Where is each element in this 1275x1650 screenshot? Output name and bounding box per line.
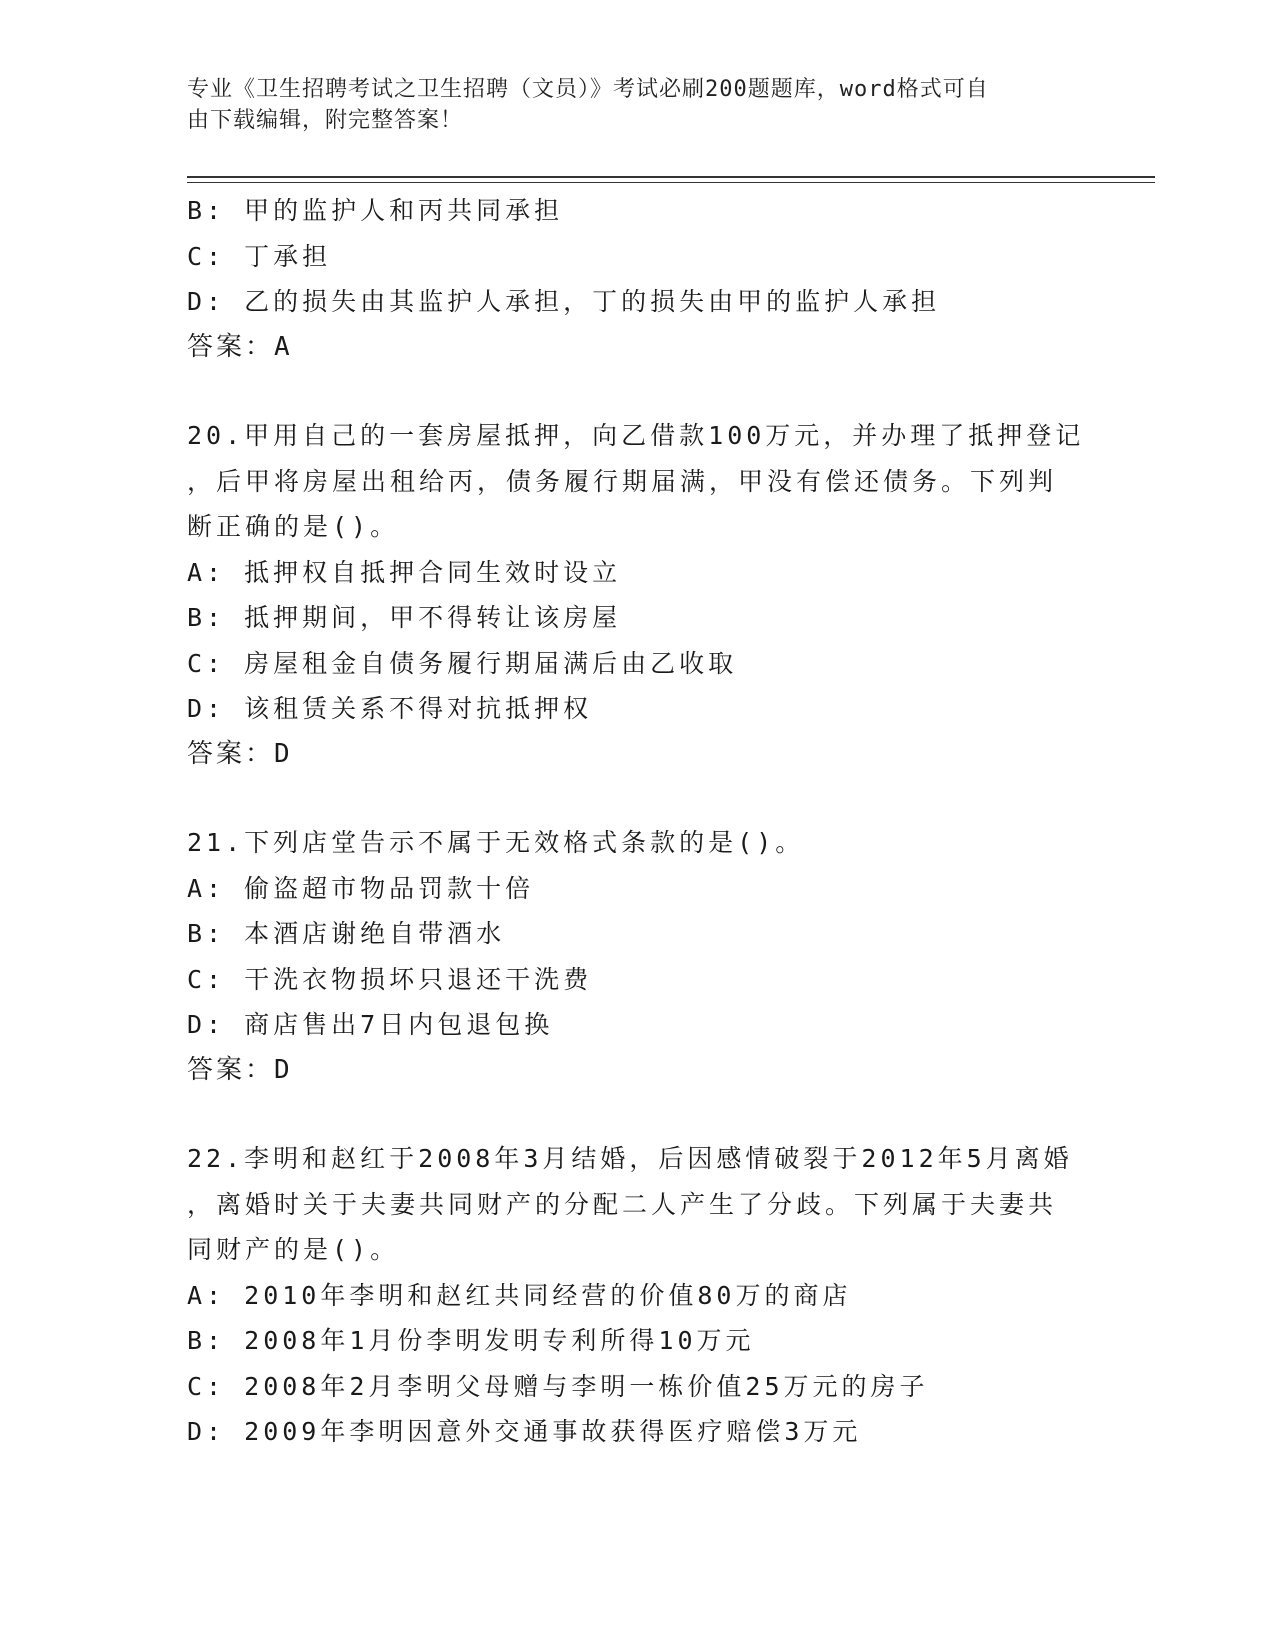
option-b: B: 甲的监护人和丙共同承担 [187,196,564,225]
question-list [187,188,1087,1455]
option-b: B: 抵押期间，甲不得转让该房屋 [187,603,622,632]
header-line-2: 由下载编辑，附完整答案！ [187,108,464,133]
question-block-20 [187,413,1087,777]
question-stem-line: 同财产的是()。 [187,1235,400,1264]
option-d: D: 乙的损失由其监护人承担，丁的损失由甲的监护人承担 [187,287,941,316]
header-divider-thick [187,176,1155,178]
answer-line: 答案：D [187,738,293,769]
spacer [187,1093,1087,1136]
header-divider-thin [187,182,1155,183]
question-stem-line: 20.甲用自己的一套房屋抵押，向乙借款100万元，并办理了抵押登记 [187,421,1085,450]
question-stem-line: 21.下列店堂告示不属于无效格式条款的是()。 [187,828,805,857]
option-a: A: 偷盗超市物品罚款十倍 [187,873,535,903]
spacer [187,370,1087,413]
option-b: B: 本酒店谢绝自带酒水 [187,919,506,948]
question-stem-line: ，离婚时关于夫妻共同财产的分配二人产生了分歧。下列属于夫妻共 [187,1189,1058,1219]
answer-line: 答案：A [187,331,293,362]
option-c: C: 房屋租金自债务履行期届满后由乙收取 [187,648,738,678]
option-a: A: 2010年李明和赵红共同经营的价值80万的商店 [187,1280,852,1310]
option-a: A: 抵押权自抵押合同生效时设立 [187,557,622,587]
document-header [187,74,1067,136]
question-stem-line: ，后甲将房屋出租给丙，债务履行期届满，甲没有偿还债务。下列判 [187,466,1058,496]
option-c: C: 干洗衣物损坏只退还干洗费 [187,964,593,994]
spacer [187,777,1087,820]
option-d: D: 该租赁关系不得对抗抵押权 [187,694,593,723]
option-d: D: 2009年李明因意外交通事故获得医疗赔偿3万元 [187,1417,862,1446]
option-d: D: 商店售出7日内包退包换 [187,1010,554,1039]
question-stem-line: 断正确的是()。 [187,512,400,541]
header-line-1: 专业《卫生招聘考试之卫生招聘（文员）》考试必刷200题题库，word格式可自 [187,77,989,102]
option-b: B: 2008年1月份李明发明专利所得10万元 [187,1326,755,1355]
answer-line: 答案：D [187,1054,293,1085]
question-stem-line: 22.李明和赵红于2008年3月结婚，后因感情破裂于2012年5月离婚 [187,1144,1073,1173]
question-block-21 [187,820,1087,1093]
option-c: C: 2008年2月李明父母赠与李明一栋价值25万元的房子 [187,1371,929,1401]
question-block-22 [187,1136,1087,1455]
option-c: C: 丁承担 [187,241,332,271]
question-block-19 [187,188,1087,370]
